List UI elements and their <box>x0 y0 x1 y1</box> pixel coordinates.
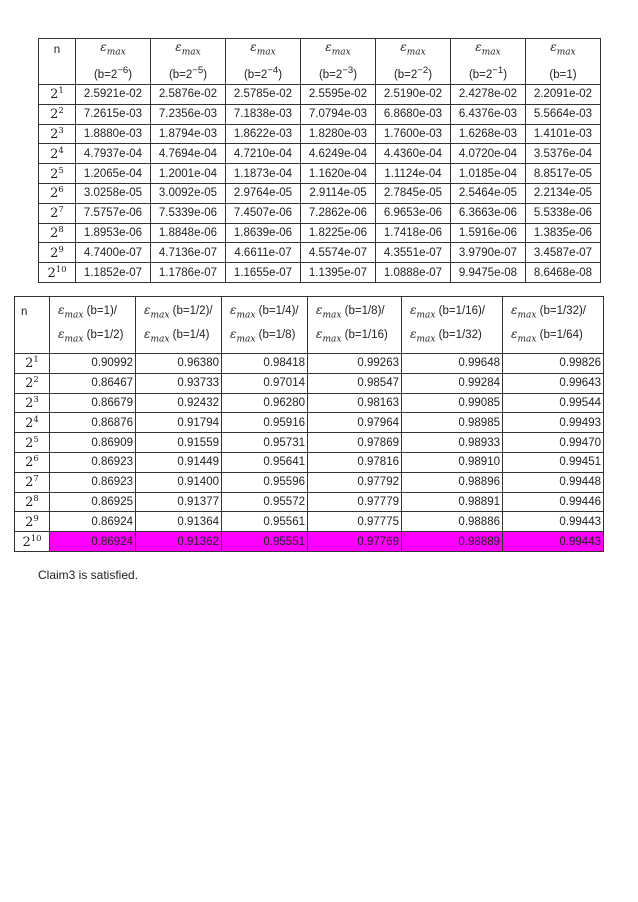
table-cell: 0.99448 <box>503 472 604 492</box>
eps-symbol: $\varepsilon_{max}$ <box>58 327 84 345</box>
table-cell: 0.86876 <box>50 413 136 433</box>
table-cell: 0.98933 <box>402 433 503 453</box>
table-cell: 1.1852e-07 <box>76 263 151 283</box>
table-cell: 4.7400e-07 <box>76 243 151 263</box>
highlighted-cell: 0.99443 <box>503 532 604 552</box>
eps-symbol: $\varepsilon_{max}$ <box>550 40 576 58</box>
table-cell: 2.5595e-02 <box>301 85 376 105</box>
table-cell: 4.6611e-07 <box>226 243 301 263</box>
table-cell: 8.6468e-08 <box>526 263 601 283</box>
table-cell: 2.9114e-05 <box>301 183 376 203</box>
table-cell: 7.4507e-06 <box>226 203 301 223</box>
table-cell: 4.4360e-04 <box>376 144 451 164</box>
n-cell: $2^9$ <box>39 243 76 263</box>
table-cell: 1.7418e-06 <box>376 223 451 243</box>
table-cell: 6.9653e-06 <box>376 203 451 223</box>
n-cell: $2^4$ <box>39 144 76 164</box>
eps-symbol: $\varepsilon_{max}$ <box>316 327 342 345</box>
table-cell: 0.86679 <box>50 393 136 413</box>
n-cell: $2^2$ <box>15 373 50 393</box>
eps-symbol: $\varepsilon_{max}$ <box>410 327 436 345</box>
n-cell: $2^8$ <box>15 492 50 512</box>
error-table <box>38 38 601 283</box>
table-cell: 0.97779 <box>308 492 402 512</box>
table-row <box>15 472 604 492</box>
eps-symbol: $\varepsilon_{max}$ <box>144 302 170 320</box>
table-row <box>15 413 604 433</box>
table-cell: 0.96380 <box>136 354 222 374</box>
n-cell: $2^1$ <box>15 354 50 374</box>
table-cell: 0.95731 <box>222 433 308 453</box>
table-row <box>39 243 601 263</box>
table-row <box>15 393 604 413</box>
eps-symbol: $\varepsilon_{max}$ <box>511 302 537 320</box>
eps-symbol: $\varepsilon_{max}$ <box>175 40 201 58</box>
table-cell: 7.5757e-06 <box>76 203 151 223</box>
column-header: $\varepsilon_{max}$ $(b=2^{-3})$ <box>301 39 376 85</box>
table-cell: 4.5574e-07 <box>301 243 376 263</box>
table-cell: 0.99648 <box>402 354 503 374</box>
column-header: $\varepsilon_{max}$ (b=1/32)/ $\varepsilon_{max}$ (b=1/64) <box>503 297 604 354</box>
eps-symbol: $\varepsilon_{max}$ <box>230 327 256 345</box>
n-cell: $2^7$ <box>15 472 50 492</box>
table-cell: 0.99544 <box>503 393 604 413</box>
table-cell: 2.7845e-05 <box>376 183 451 203</box>
table-cell: 0.86925 <box>50 492 136 512</box>
table-cell: 7.0794e-03 <box>301 104 376 124</box>
table-cell: 1.6268e-03 <box>451 124 526 144</box>
table-cell: 1.1395e-07 <box>301 263 376 283</box>
table-cell: 1.8280e-03 <box>301 124 376 144</box>
eps-symbol: $\varepsilon_{max}$ <box>400 40 426 58</box>
table-cell: 0.97775 <box>308 512 402 532</box>
table-cell: 8.8517e-05 <box>526 164 601 184</box>
table-cell: 0.99451 <box>503 452 604 472</box>
table-cell: 0.97964 <box>308 413 402 433</box>
table-row <box>15 354 604 374</box>
eps-symbol: $\varepsilon_{max}$ <box>100 40 126 58</box>
table-cell: 1.1620e-04 <box>301 164 376 184</box>
table-cell: 7.5339e-06 <box>151 203 226 223</box>
table-cell: 0.86909 <box>50 433 136 453</box>
table-cell: 1.4101e-03 <box>526 124 601 144</box>
table-cell: 0.98910 <box>402 452 503 472</box>
column-header: $\varepsilon_{max}$ $(b=2^{-2})$ <box>376 39 451 85</box>
table-cell: 2.5785e-02 <box>226 85 301 105</box>
table-cell: 3.5376e-04 <box>526 144 601 164</box>
table-cell: 1.8953e-06 <box>76 223 151 243</box>
table-cell: 1.0185e-04 <box>451 164 526 184</box>
n-header: n <box>39 39 76 85</box>
table-cell: 0.91559 <box>136 433 222 453</box>
table-cell: 4.7694e-04 <box>151 144 226 164</box>
table-cell: 0.99085 <box>402 393 503 413</box>
table-cell: 0.97792 <box>308 472 402 492</box>
table-row <box>39 144 601 164</box>
column-header: $\varepsilon_{max}$ (b=1/2)/ $\varepsilon_{max}$ (b=1/4) <box>136 297 222 354</box>
highlighted-cell: 0.86924 <box>50 532 136 552</box>
table-cell: 0.98418 <box>222 354 308 374</box>
column-header: $\varepsilon_{max}$ (b=1/8)/ $\varepsilon_{max}$ (b=1/16) <box>308 297 402 354</box>
table-cell: 2.5190e-02 <box>376 85 451 105</box>
table-cell: 5.5338e-06 <box>526 203 601 223</box>
table-cell: 7.2862e-06 <box>301 203 376 223</box>
column-header: $\varepsilon_{max}$ (b=1/16)/ $\varepsilon_{max}$ (b=1/32) <box>402 297 503 354</box>
table-row <box>15 452 604 472</box>
table-cell: 0.99643 <box>503 373 604 393</box>
table-cell: 0.93733 <box>136 373 222 393</box>
table-cell: 0.97869 <box>308 433 402 453</box>
table-cell: 3.4587e-07 <box>526 243 601 263</box>
highlighted-row <box>15 532 604 552</box>
n-header: n <box>15 297 50 354</box>
table-row <box>39 164 601 184</box>
table-cell: 4.6249e-04 <box>301 144 376 164</box>
table-cell: 6.4376e-03 <box>451 104 526 124</box>
table-cell: 0.98985 <box>402 413 503 433</box>
table-cell: 0.95641 <box>222 452 308 472</box>
table-cell: 1.1786e-07 <box>151 263 226 283</box>
table-cell: 1.3835e-06 <box>526 223 601 243</box>
table-cell: 1.8794e-03 <box>151 124 226 144</box>
n-cell: $2^3$ <box>15 393 50 413</box>
n-cell: $2^{10}$ <box>39 263 76 283</box>
table-cell: 1.8622e-03 <box>226 124 301 144</box>
table-cell: 0.91364 <box>136 512 222 532</box>
table-cell: 0.96280 <box>222 393 308 413</box>
table-cell: 2.2091e-02 <box>526 85 601 105</box>
table-cell: 0.91377 <box>136 492 222 512</box>
eps-symbol: $\varepsilon_{max}$ <box>511 327 537 345</box>
table-cell: 0.91449 <box>136 452 222 472</box>
error-table-header <box>39 39 601 85</box>
table-cell: 1.8880e-03 <box>76 124 151 144</box>
ratio-table <box>14 296 604 552</box>
n-cell: $2^9$ <box>15 512 50 532</box>
table-cell: 1.8848e-06 <box>151 223 226 243</box>
table-cell: 3.0092e-05 <box>151 183 226 203</box>
table-cell: 1.8639e-06 <box>226 223 301 243</box>
table-cell: 2.2134e-05 <box>526 183 601 203</box>
table-cell: 4.7136e-07 <box>151 243 226 263</box>
table-cell: 1.1873e-04 <box>226 164 301 184</box>
table-row <box>39 85 601 105</box>
table-cell: 9.9475e-08 <box>451 263 526 283</box>
table-cell: 4.3551e-07 <box>376 243 451 263</box>
table-cell: 1.1655e-07 <box>226 263 301 283</box>
n-cell: $2^5$ <box>39 164 76 184</box>
table-cell: 6.3663e-06 <box>451 203 526 223</box>
highlighted-cell: 0.95551 <box>222 532 308 552</box>
table-cell: 0.99446 <box>503 492 604 512</box>
n-cell: $2^{10}$ <box>15 532 50 552</box>
eps-symbol: $\varepsilon_{max}$ <box>316 302 342 320</box>
table-cell: 1.8225e-06 <box>301 223 376 243</box>
table-cell: 0.86467 <box>50 373 136 393</box>
table-cell: 0.98896 <box>402 472 503 492</box>
table-cell: 4.0720e-04 <box>451 144 526 164</box>
n-cell: $2^2$ <box>39 104 76 124</box>
table-row <box>39 203 601 223</box>
table-cell: 7.2356e-03 <box>151 104 226 124</box>
table-row <box>15 373 604 393</box>
table-cell: 0.99470 <box>503 433 604 453</box>
table-cell: 0.95916 <box>222 413 308 433</box>
n-cell: $2^6$ <box>15 452 50 472</box>
table-row <box>39 104 601 124</box>
table-cell: 7.1838e-03 <box>226 104 301 124</box>
table-cell: 0.86923 <box>50 452 136 472</box>
column-header: $\varepsilon_{max}$ $(b=2^{-4})$ <box>226 39 301 85</box>
table-cell: 3.0258e-05 <box>76 183 151 203</box>
table-cell: 0.95572 <box>222 492 308 512</box>
n-cell: $2^6$ <box>39 183 76 203</box>
table-cell: 1.2001e-04 <box>151 164 226 184</box>
n-cell: $2^5$ <box>15 433 50 453</box>
eps-symbol: $\varepsilon_{max}$ <box>325 40 351 58</box>
table-cell: 0.95561 <box>222 512 308 532</box>
table-cell: 0.99493 <box>503 413 604 433</box>
table-cell: 4.7210e-04 <box>226 144 301 164</box>
table-row <box>39 183 601 203</box>
table-cell: 1.1124e-04 <box>376 164 451 184</box>
column-header: $\varepsilon_{max}$ $(b=2^{-6})$ <box>76 39 151 85</box>
table-cell: 0.99284 <box>402 373 503 393</box>
table-cell: 0.95596 <box>222 472 308 492</box>
n-cell: $2^8$ <box>39 223 76 243</box>
table-row <box>15 512 604 532</box>
table-cell: 2.5464e-05 <box>451 183 526 203</box>
table-cell: 3.9790e-07 <box>451 243 526 263</box>
table-cell: 0.98547 <box>308 373 402 393</box>
column-header: $\varepsilon_{max}$ (b=1)/ $\varepsilon_{max}$ (b=1/2) <box>50 297 136 354</box>
table-cell: 5.5664e-03 <box>526 104 601 124</box>
n-cell: $2^3$ <box>39 124 76 144</box>
table-cell: 2.9764e-05 <box>226 183 301 203</box>
n-cell: $2^1$ <box>39 85 76 105</box>
table-row <box>39 223 601 243</box>
table-row <box>15 433 604 453</box>
table-cell: 0.91400 <box>136 472 222 492</box>
column-header: $\varepsilon_{max}$ (b=1/4)/ $\varepsilon_{max}$ (b=1/8) <box>222 297 308 354</box>
eps-symbol: $\varepsilon_{max}$ <box>58 302 84 320</box>
ratio-table-header <box>15 297 604 354</box>
highlighted-cell: 0.98889 <box>402 532 503 552</box>
highlighted-cell: 0.97769 <box>308 532 402 552</box>
table-row <box>15 492 604 512</box>
table-cell: 2.5876e-02 <box>151 85 226 105</box>
table-cell: 0.97014 <box>222 373 308 393</box>
table-cell: 1.0888e-07 <box>376 263 451 283</box>
column-header: $\varepsilon_{max}$ (b=1) <box>526 39 601 85</box>
table-cell: 6.8680e-03 <box>376 104 451 124</box>
eps-symbol: $\varepsilon_{max}$ <box>475 40 501 58</box>
table-cell: 0.99826 <box>503 354 604 374</box>
table-cell: 7.2615e-03 <box>76 104 151 124</box>
table-cell: 0.99263 <box>308 354 402 374</box>
eps-symbol: $\varepsilon_{max}$ <box>250 40 276 58</box>
table-cell: 0.92432 <box>136 393 222 413</box>
table-cell: 0.91794 <box>136 413 222 433</box>
table-row <box>39 124 601 144</box>
table-cell: 2.4278e-02 <box>451 85 526 105</box>
claim-text: Claim3 is satisfied. <box>38 568 139 582</box>
table-cell: 0.97816 <box>308 452 402 472</box>
eps-symbol: $\varepsilon_{max}$ <box>410 302 436 320</box>
highlighted-cell: 0.91362 <box>136 532 222 552</box>
table-cell: 4.7937e-04 <box>76 144 151 164</box>
table-cell: 1.7600e-03 <box>376 124 451 144</box>
table-cell: 0.99443 <box>503 512 604 532</box>
table-cell: 0.98886 <box>402 512 503 532</box>
n-cell: $2^4$ <box>15 413 50 433</box>
table-cell: 0.86923 <box>50 472 136 492</box>
table-cell: 0.98163 <box>308 393 402 413</box>
table-row <box>39 263 601 283</box>
table-cell: 0.86924 <box>50 512 136 532</box>
table-cell: 1.2065e-04 <box>76 164 151 184</box>
table-cell: 0.90992 <box>50 354 136 374</box>
eps-symbol: $\varepsilon_{max}$ <box>144 327 170 345</box>
n-cell: $2^7$ <box>39 203 76 223</box>
column-header: $\varepsilon_{max}$ $(b=2^{-5})$ <box>151 39 226 85</box>
table-cell: 1.5916e-06 <box>451 223 526 243</box>
eps-symbol: $\varepsilon_{max}$ <box>230 302 256 320</box>
column-header: $\varepsilon_{max}$ $(b=2^{-1})$ <box>451 39 526 85</box>
table-cell: 2.5921e-02 <box>76 85 151 105</box>
table-cell: 0.98891 <box>402 492 503 512</box>
